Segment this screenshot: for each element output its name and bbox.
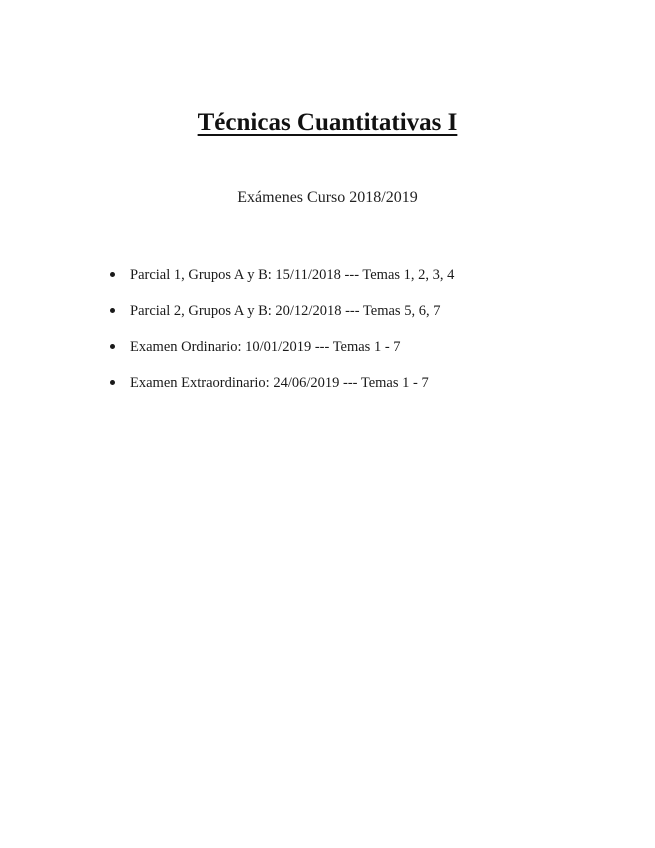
exam-item-text: Examen Extraordinario: 24/06/2019 --- Temas 1 - 7 bbox=[130, 375, 429, 391]
exam-item-parcial-2 bbox=[110, 300, 630, 336]
exam-list bbox=[110, 264, 630, 408]
exam-item-text: Examen Ordinario: 10/01/2019 --- Temas 1 - 7 bbox=[130, 339, 401, 355]
bullet-icon bbox=[110, 380, 115, 385]
bullet-icon bbox=[110, 308, 115, 313]
exam-item-parcial-1 bbox=[110, 264, 630, 300]
exam-item-ordinario bbox=[110, 336, 630, 372]
exam-item-text: Parcial 2, Grupos A y B: 20/12/2018 --- Temas 5, 6, 7 bbox=[130, 303, 441, 319]
document-title: Técnicas Cuantitativas I bbox=[197, 109, 458, 136]
bullet-icon bbox=[110, 344, 115, 349]
document-subtitle: Exámenes Curso 2018/2019 bbox=[237, 189, 418, 206]
bullet-icon bbox=[110, 272, 115, 277]
exam-item-extraordinario bbox=[110, 372, 630, 408]
exam-item-text: Parcial 1, Grupos A y B: 15/11/2018 --- Temas 1, 2, 3, 4 bbox=[130, 267, 455, 283]
